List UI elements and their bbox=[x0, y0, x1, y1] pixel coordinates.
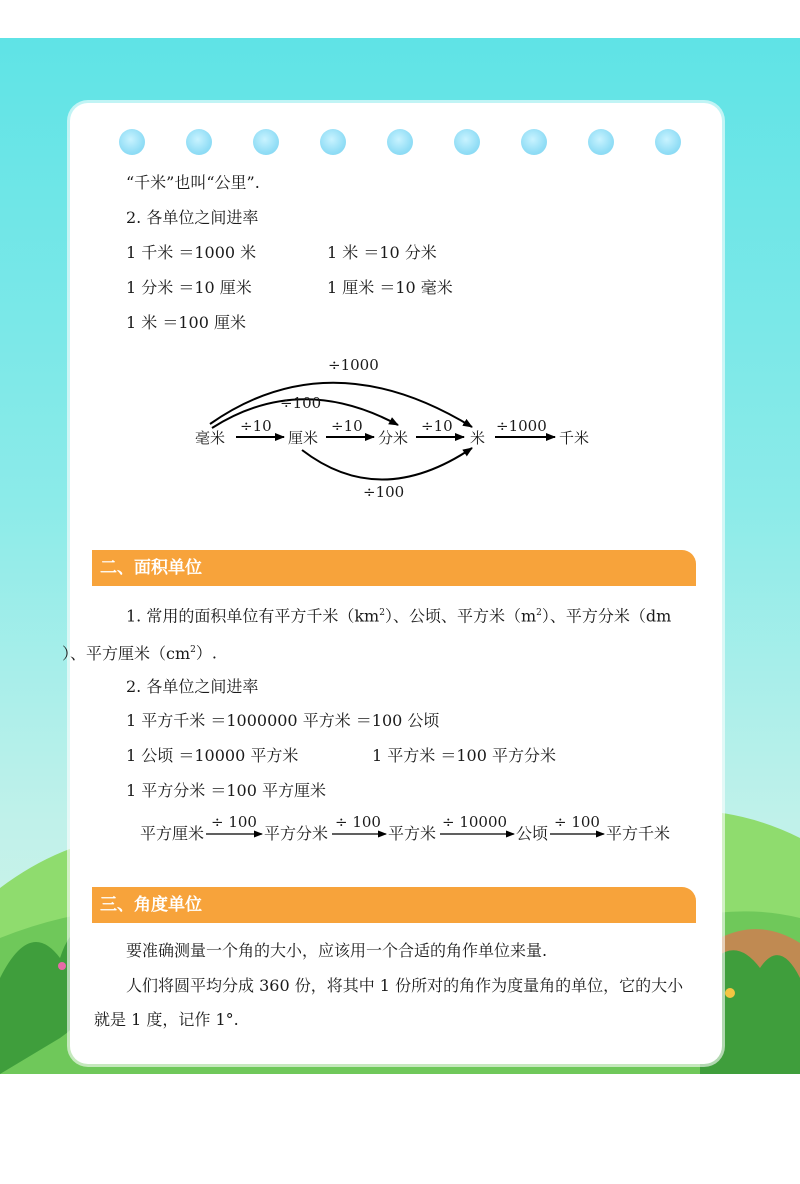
text-span: 1. 常用的面积单位有平方千米（km bbox=[126, 606, 380, 626]
length-rates-title: 2. 各单位之间进率 bbox=[126, 208, 259, 227]
length-rate: 1 千米 ＝1000 米 bbox=[126, 243, 257, 262]
unit-label: 千米 bbox=[559, 429, 590, 447]
chain-label: ÷ 100 bbox=[211, 813, 257, 831]
area-rate: 1 平方千米 ＝1000000 平方米 ＝100 公顷 bbox=[126, 711, 440, 730]
unit-label: 毫米 bbox=[195, 429, 226, 447]
arc-label: ÷1000 bbox=[328, 356, 379, 374]
text-span: ）、平方分米（dm bbox=[541, 606, 672, 626]
area-rate: 1 平方分米 ＝100 平方厘米 bbox=[126, 781, 326, 800]
angle-paragraph: 要准确测量一个角的大小，应该用一个合适的角作单位来量. bbox=[126, 941, 548, 960]
arrow-label: ÷10 bbox=[240, 417, 272, 435]
unit-label: 分米 bbox=[378, 429, 409, 447]
chain-label: ÷ 10000 bbox=[442, 813, 508, 831]
arc-label: ÷100 bbox=[363, 483, 405, 501]
section-heading-angle: 三、角度单位 bbox=[92, 887, 696, 923]
length-rate: 1 米 ＝10 分米 bbox=[327, 243, 437, 262]
length-rate: 1 米 ＝100 厘米 bbox=[126, 313, 246, 332]
arrow-label: ÷1000 bbox=[496, 417, 547, 435]
chain-unit: 公顷 bbox=[516, 824, 549, 843]
chain-label: ÷ 100 bbox=[335, 813, 381, 831]
length-intro: “千米”也叫“公里”. bbox=[126, 173, 260, 192]
chain-unit: 平方分米 bbox=[264, 824, 329, 843]
superscript: 2 bbox=[190, 645, 196, 656]
area-rate: 1 平方米 ＝100 平方分米 bbox=[372, 746, 556, 765]
area-conversion-chain bbox=[0, 805, 800, 855]
angle-paragraph: 人们将圆平均分成 360 份，将其中 1 份所对的角作为度量角的单位，它的大小就是 1 度，记作 1°. bbox=[94, 976, 684, 1029]
area-paragraph bbox=[62, 596, 698, 671]
superscript: 2 bbox=[379, 608, 385, 618]
section-heading-area: 二、面积单位 bbox=[92, 550, 696, 586]
arc-label: ÷100 bbox=[280, 394, 322, 412]
text-span: ）. bbox=[195, 643, 217, 663]
arc-cm-to-m bbox=[302, 448, 472, 480]
area-rate: 1 公顷 ＝10000 平方米 bbox=[126, 746, 299, 765]
chain-unit: 平方厘米 bbox=[140, 824, 205, 843]
superscript: 2 bbox=[536, 608, 542, 618]
arrow-label: ÷10 bbox=[331, 417, 363, 435]
length-rate: 1 分米 ＝10 厘米 bbox=[126, 278, 252, 297]
chain-label: ÷ 100 bbox=[554, 813, 600, 831]
text-span: ）、公顷、平方米（m bbox=[384, 606, 537, 626]
unit-label: 厘米 bbox=[288, 429, 319, 447]
chain-unit: 平方米 bbox=[388, 824, 437, 843]
arrow-label: ÷10 bbox=[421, 417, 453, 435]
area-rates-title: 2. 各单位之间进率 bbox=[126, 677, 259, 696]
unit-label: 米 bbox=[470, 429, 486, 447]
chain-unit: 平方千米 bbox=[606, 824, 671, 843]
length-conversion-diagram bbox=[0, 0, 800, 520]
text-span: ）、平方厘米（cm bbox=[62, 643, 191, 663]
length-rate: 1 厘米 ＝10 毫米 bbox=[327, 278, 453, 297]
